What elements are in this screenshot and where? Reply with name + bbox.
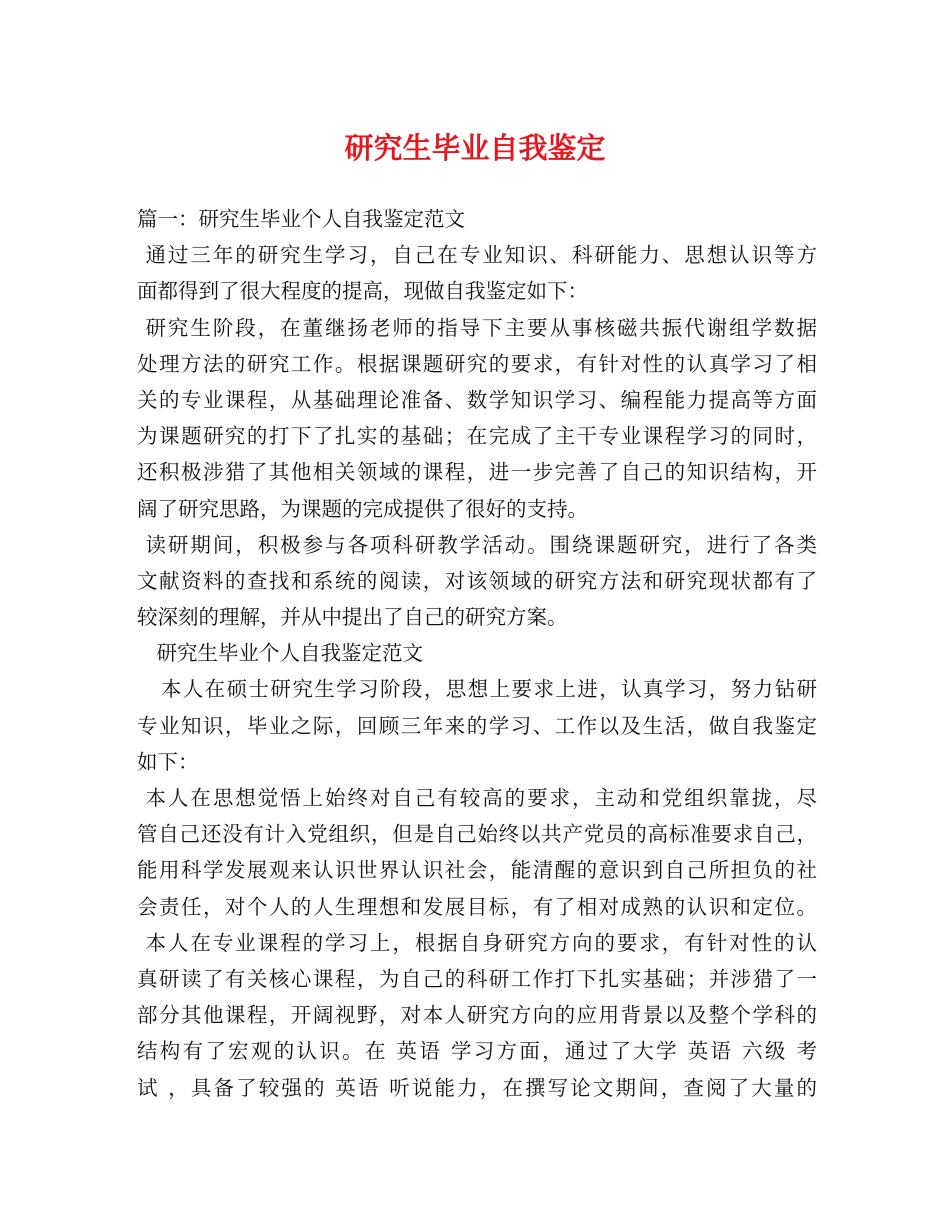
- body-line: 关的专业课程，从基础理论准备、数学知识学习、编程能力提高等方面: [137, 387, 817, 412]
- body-line: 部分其他课程，开阔视野，对本人研究方向的应用背景以及整个学科的: [137, 1003, 817, 1028]
- document-title: 研究生毕业自我鉴定: [344, 131, 606, 165]
- body-line: 面都得到了很大程度的提高，现做自我鉴定如下：: [137, 279, 588, 304]
- body-line: 如下：: [137, 749, 199, 774]
- body-line: 能用科学发展观来认识世界认识社会，能清醒的意识到自己所担负的社: [137, 858, 817, 883]
- body-line: 通过三年的研究生学习，自己在专业知识、科研能力、思想认识等方: [145, 243, 817, 268]
- body-line: 本人在硕士研究生学习阶段，思想上要求上进，认真学习，努力钻研: [160, 677, 817, 702]
- body-line: 阔了研究思路，为课题的完成提供了很好的支持。: [137, 496, 588, 521]
- body-line: 会责任，对个人的人生理想和发展目标，有了相对成熟的认识和定位。: [137, 894, 817, 919]
- body-line: 研究生阶段，在董继扬老师的指导下主要从事核磁共振代谢组学数据: [145, 315, 817, 340]
- body-line: 真研读了有关核心课程，为自己的科研工作打下扎实基础；并涉猎了一: [137, 966, 817, 991]
- body-line: 较深刻的理解，并从中提出了自己的研究方案。: [137, 605, 568, 630]
- body-line: 篇一：研究生毕业个人自我鉴定范文: [137, 207, 465, 231]
- body-line: 文献资料的查找和系统的阅读，对该领域的研究方法和研究现状都有了: [137, 568, 817, 593]
- body-line: 本人在思想觉悟上始终对自己有较高的要求，主动和党组织靠拢，尽: [145, 786, 817, 810]
- body-line: 研究生毕业个人自我鉴定范文: [137, 641, 424, 666]
- document-body: [137, 201, 817, 1106]
- body-line: 处理方法的研究工作。根据课题研究的要求，有针对性的认真学习了相: [137, 351, 817, 376]
- body-line: 为课题研究的打下了扎实的基础；在完成了主干专业课程学习的同时，: [137, 424, 817, 449]
- body-line: 管自己还没有计入党组织，但是自己始终以共产党员的高标准要求自己，: [137, 822, 817, 847]
- body-line: 结构有了宏观的认识。在 英语 学习方面，通过了大学 英语 六级 考: [137, 1039, 817, 1064]
- body-line: 本人在专业课程的学习上，根据自身研究方向的要求，有针对性的认: [145, 930, 817, 955]
- body-line: 专业知识，毕业之际，回顾三年来的学习、工作以及生活，做自我鉴定: [137, 713, 817, 738]
- body-line: 试 ，具备了较强的 英语 听说能力，在撰写论文期间，查阅了大量的: [137, 1075, 817, 1100]
- body-line: 还积极涉猎了其他相关领域的课程，进一步完善了自己的知识结构，开: [137, 460, 817, 485]
- body-line: 读研期间，积极参与各项科研教学活动。围绕课题研究，进行了各类: [145, 532, 817, 557]
